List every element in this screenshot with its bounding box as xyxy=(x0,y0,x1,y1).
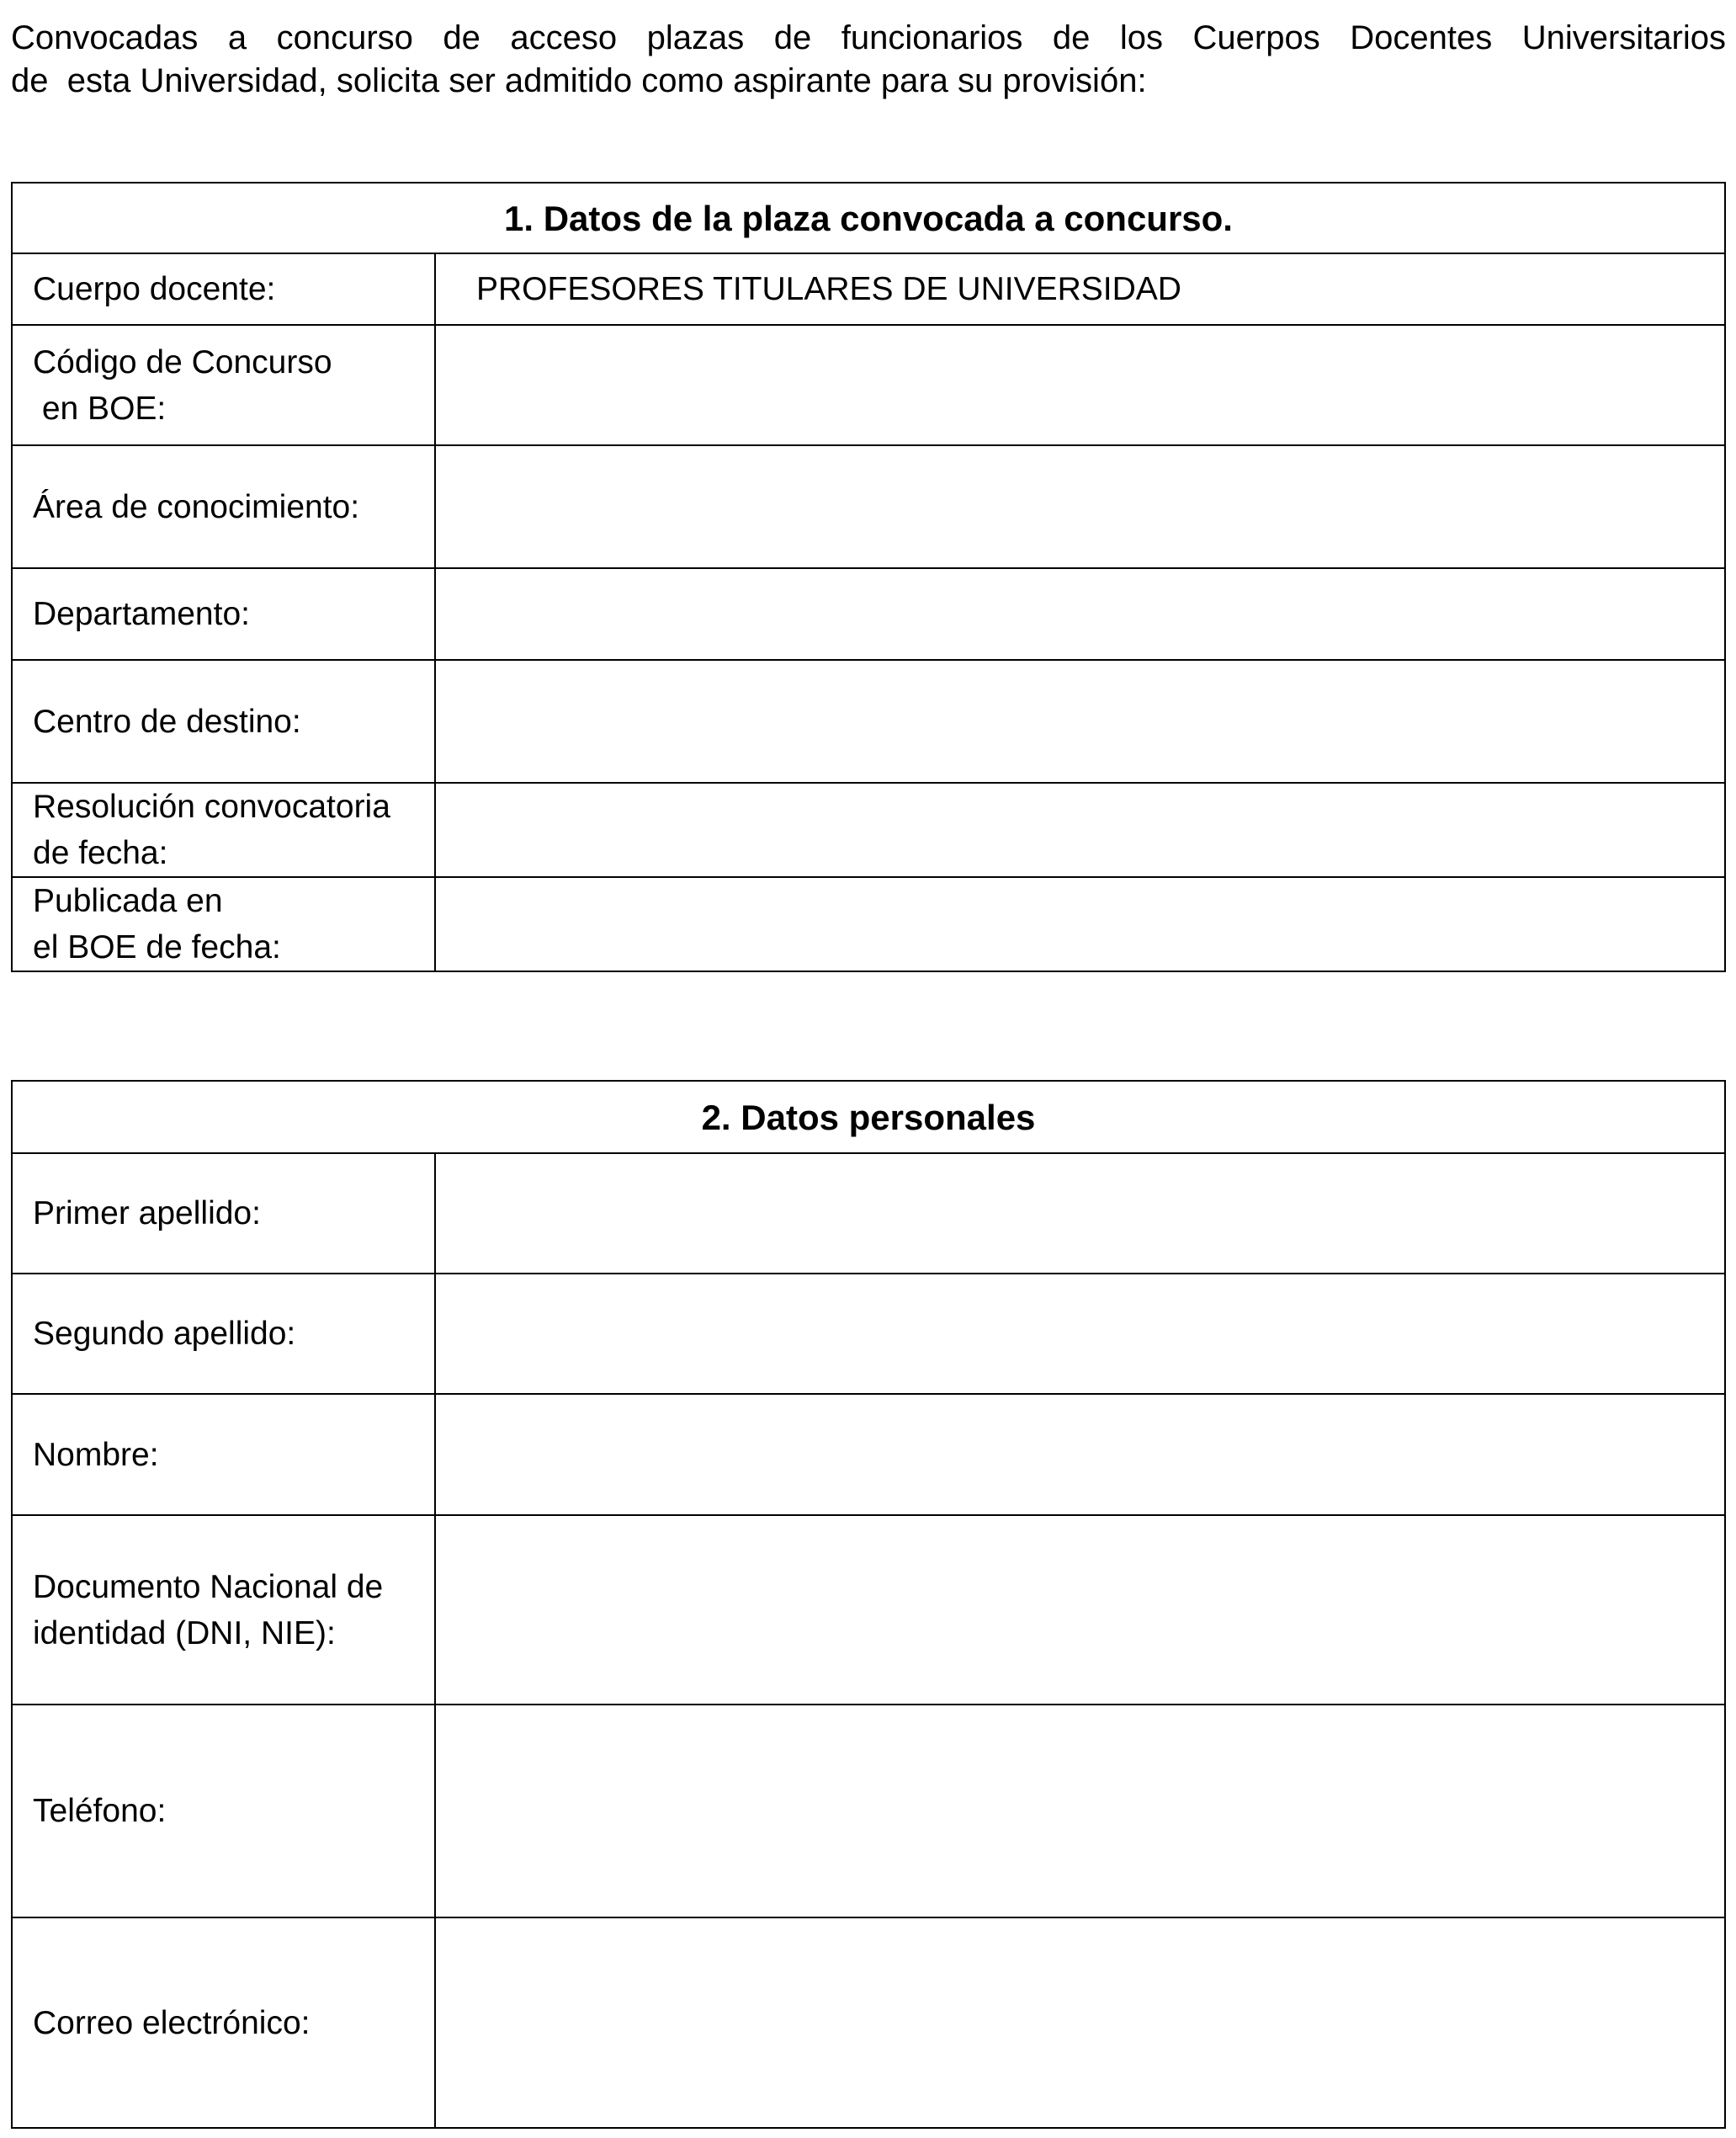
field-label xyxy=(12,1515,435,1705)
section-1-title: 1. Datos de la plaza convocada a concurso. xyxy=(12,183,1725,253)
field-label-line-1: Segundo apellido: xyxy=(33,1316,296,1352)
field-label-line-1: Cuerpo docente: xyxy=(33,271,276,307)
departamento-field[interactable] xyxy=(435,568,1725,660)
boe-fecha-field[interactable] xyxy=(435,877,1725,971)
telefono-field[interactable] xyxy=(435,1705,1725,1917)
centro-destino-field[interactable] xyxy=(435,660,1725,783)
field-label-line-1: Nombre: xyxy=(33,1436,159,1473)
field-label xyxy=(12,568,435,660)
primer-apellido-field[interactable] xyxy=(435,1153,1725,1274)
field-label xyxy=(12,445,435,568)
segundo-apellido-field[interactable] xyxy=(435,1274,1725,1394)
dni-nie-field[interactable] xyxy=(435,1515,1725,1705)
form-row-centro-destino xyxy=(12,660,1725,783)
field-label xyxy=(12,660,435,783)
field-label xyxy=(12,1705,435,1917)
form-row-codigo-concurso xyxy=(12,325,1725,445)
nombre-field[interactable] xyxy=(435,1394,1725,1515)
field-label-line-2: el BOE de fecha: xyxy=(33,929,281,965)
form-row-nombre xyxy=(12,1394,1725,1515)
field-label xyxy=(12,253,435,325)
field-label-line-2: de fecha: xyxy=(33,835,168,871)
field-label-line-1: Publicada en xyxy=(33,883,223,919)
cuerpo-docente-field[interactable]: PROFESORES TITULARES DE UNIVERSIDAD xyxy=(435,253,1725,325)
field-label-line-1: Primer apellido: xyxy=(33,1195,261,1231)
field-label xyxy=(12,783,435,877)
field-label-line-1: Correo electrónico: xyxy=(33,2004,311,2041)
form-row-segundo-apellido xyxy=(12,1274,1725,1394)
field-label-line-2: en BOE: xyxy=(33,390,167,427)
field-label xyxy=(12,1274,435,1394)
codigo-concurso-field[interactable] xyxy=(435,325,1725,445)
field-label-line-1: Departamento: xyxy=(33,596,250,632)
field-label xyxy=(12,1394,435,1515)
form-row-cuerpo-docente xyxy=(12,253,1725,325)
form-row-telefono xyxy=(12,1705,1725,1917)
field-label xyxy=(12,325,435,445)
correo-electronico-field[interactable] xyxy=(435,1917,1725,2128)
field-label-line-1: Teléfono: xyxy=(33,1793,167,1829)
form-row-departamento xyxy=(12,568,1725,660)
intro-line-2: de esta Universidad, solicita ser admitido como aspirante para su provisión: xyxy=(11,62,1147,99)
resolucion-fecha-field[interactable] xyxy=(435,783,1725,877)
field-label xyxy=(12,877,435,971)
form-row-primer-apellido xyxy=(12,1153,1725,1274)
field-label-line-1: Centro de destino: xyxy=(33,703,301,740)
field-label-line-1: Resolución convocatoria xyxy=(33,789,390,825)
form-row-dni-nie xyxy=(12,1515,1725,1705)
area-conocimiento-field[interactable] xyxy=(435,445,1725,568)
plaza-data-table xyxy=(11,182,1726,972)
form-row-correo-electronico xyxy=(12,1917,1725,2128)
form-row-resolucion-fecha xyxy=(12,783,1725,877)
personal-data-table xyxy=(11,1080,1726,2129)
field-label-line-1: Documento Nacional de xyxy=(33,1568,384,1605)
intro-paragraph xyxy=(11,17,1726,103)
form-row-boe-fecha xyxy=(12,877,1725,971)
field-label xyxy=(12,1917,435,2128)
form-row-area-conocimiento xyxy=(12,445,1725,568)
field-label-line-1: Área de conocimiento: xyxy=(33,488,360,525)
intro-line-1: Convocadas a concurso de acceso plazas de funcionarios de los Cuerpos Docentes Universitarios xyxy=(11,19,1726,56)
field-label xyxy=(12,1153,435,1274)
field-label-line-1: Código de Concurso xyxy=(33,343,332,380)
field-label-line-2: identidad (DNI, NIE): xyxy=(33,1614,336,1651)
section-2-title: 2. Datos personales xyxy=(12,1081,1725,1153)
